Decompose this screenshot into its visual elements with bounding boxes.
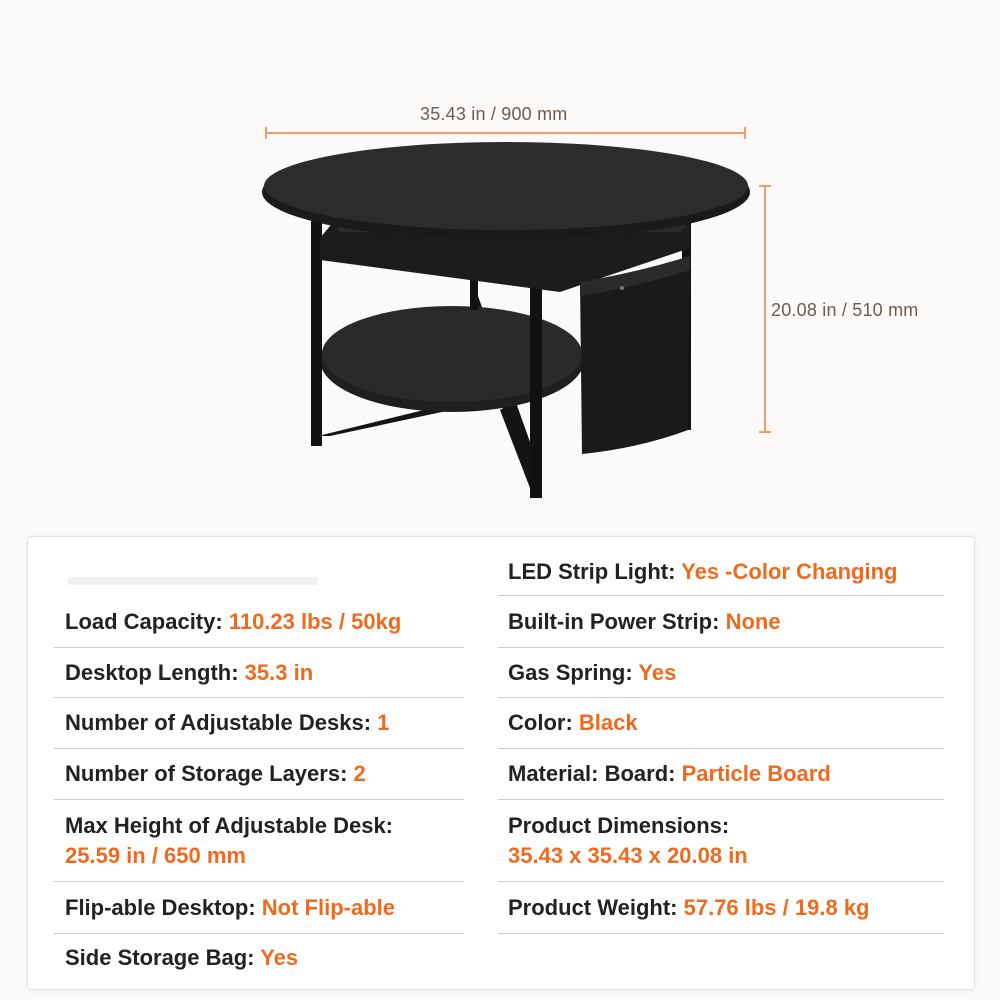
height-dimension-line <box>759 186 771 432</box>
spec-storage-layers <box>65 759 475 789</box>
width-dimension-line <box>266 127 745 139</box>
spec-value: Not Flip-able <box>261 895 396 920</box>
spec-product-weight <box>508 893 954 923</box>
spec-product-dimensions <box>508 811 954 871</box>
spec-max-height <box>65 811 475 871</box>
spec-material <box>508 759 954 789</box>
spec-label: Material: Board: <box>508 761 682 786</box>
row-divider <box>54 933 464 934</box>
row-divider <box>54 647 464 648</box>
row-divider <box>498 697 944 698</box>
height-dimension-label: 20.08 in / 510 mm <box>771 300 919 320</box>
spec-value: 35.3 in <box>244 660 314 685</box>
spec-value: 25.59 in / 650 mm <box>65 843 246 868</box>
spec-value: 110.23 lbs / 50kg <box>228 609 402 634</box>
row-divider <box>498 881 944 882</box>
spec-load-capacity <box>65 607 475 637</box>
row-divider <box>498 799 944 800</box>
spec-label: Product Dimensions: <box>508 813 730 838</box>
spec-led-strip-light <box>508 557 954 587</box>
spec-label: LED Strip Light: <box>508 559 682 584</box>
row-divider <box>498 647 944 648</box>
row-divider <box>498 933 944 934</box>
spec-value: 1 <box>377 710 390 735</box>
spec-value: Yes -Color Changing <box>681 559 898 584</box>
row-divider <box>54 799 464 800</box>
spec-label: Max Height of Adjustable Desk: <box>65 813 394 838</box>
spec-label: Flip-able Desktop: <box>65 895 262 920</box>
spec-value: 35.43 x 35.43 x 20.08 in <box>508 843 748 868</box>
spec-label: Number of Storage Layers: <box>65 761 354 786</box>
row-divider <box>498 748 944 749</box>
spec-value: Yes <box>638 660 677 685</box>
row-divider <box>498 595 944 596</box>
spec-label: Number of Adjustable Desks: <box>65 710 378 735</box>
row-divider <box>54 697 464 698</box>
spec-value: Black <box>578 710 638 735</box>
spec-desktop-length <box>65 658 475 688</box>
spec-label: Load Capacity: <box>65 609 229 634</box>
spec-adjustable-desks <box>65 708 475 738</box>
spec-value: 2 <box>353 761 366 786</box>
row-divider <box>54 881 464 882</box>
width-dimension-label: 35.43 in / 900 mm <box>420 104 568 124</box>
spec-label: Side Storage Bag: <box>65 945 261 970</box>
spec-side-storage-bag <box>65 943 475 973</box>
spec-value: 57.76 lbs / 19.8 kg <box>683 895 870 920</box>
spec-label: Product Weight: <box>508 895 684 920</box>
spec-value: Particle Board <box>681 761 831 786</box>
side-storage-bag <box>580 256 690 454</box>
spec-value: Yes <box>260 945 299 970</box>
spec-label: Desktop Length: <box>65 660 245 685</box>
spec-label: Color: <box>508 710 579 735</box>
specifications-table <box>27 536 975 990</box>
blank-row <box>68 577 318 585</box>
spec-power-strip <box>508 607 954 637</box>
spec-gas-spring <box>508 658 954 688</box>
spec-flipable-desktop <box>65 893 475 923</box>
row-divider <box>54 748 464 749</box>
spec-value: None <box>725 609 781 634</box>
spec-label: Built-in Power Strip: <box>508 609 726 634</box>
spec-label: Gas Spring: <box>508 660 639 685</box>
spec-color <box>508 708 954 738</box>
